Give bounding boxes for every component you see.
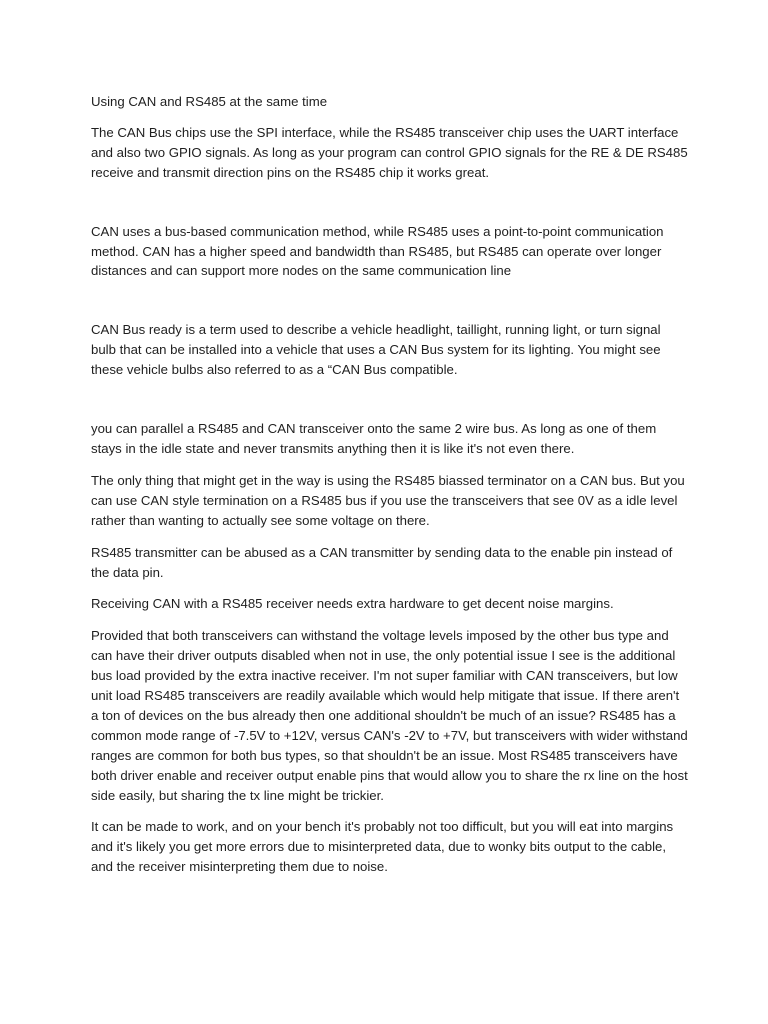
paragraph-rs485-as-can-transmitter: RS485 transmitter can be abused as a CAN transmitter by sending data to the enable pin instead of the data pin. <box>91 544 673 580</box>
paragraph-parallel-transceivers: you can parallel a RS485 and CAN transceiver onto the same 2 wire bus. As long as one of them stays in the idle state and never transmits anything then it is like it's not even there. <box>91 421 657 456</box>
paragraph-receiving-can: Receiving CAN with a RS485 receiver needs extra hardware to get decent noise margins. <box>91 596 614 612</box>
paragraph-can-bus-ready: CAN Bus ready is a term used to describe a vehicle headlight, taillight, running light, or turn signal bulb that can be installed into a vehicle that uses a CAN Bus system for its lighting. You might see these vehicle bulbs also referred to as a “CAN Bus compatible. <box>91 322 661 378</box>
document-title: Using CAN and RS485 at the same time <box>91 94 328 109</box>
paragraph-margins: It can be made to work, and on your bench it's probably not too difficult, but you will eat into margins and it's likely you get more errors due to misinterpreted data, due to wonky bits output to the cable, and the receiver misinterpreting them due to noise. <box>91 819 674 875</box>
paragraph-can-spi-uart: The CAN Bus chips use the SPI interface, while the RS485 transceiver chip uses the UART interface and also two GPIO signals. As long as your program can control GPIO signals for the RE & DE RS485 receive and transmit direction pins on the RS485 chip it works great. <box>91 124 688 180</box>
paragraph-bus-vs-point-to-point: CAN uses a bus-based communication method, while RS485 uses a point-to-point communication method. CAN has a higher speed and bandwidth than RS485, but RS485 can operate over longer distances and can support more nodes on the same communication line <box>91 223 664 279</box>
paragraph-bus-load: Provided that both transceivers can withstand the voltage levels imposed by the other bus type and can have their driver outputs disabled when not in use, the only potential issue I see is the additional bus load provided by the extra inactive receiver. I'm not super familiar with CAN transceivers, but low unit load RS485 transceivers are readily available which would help mitigate that issue. If there aren't a ton of devices on the bus already then one additional shouldn't be much of an issue? RS485 has a common mode range of -7.5V to +12V, versus CAN's -2V to +7V, but transceivers with wider withstand ranges are common for both bus types, so that shouldn't be an issue. Most RS485 transceivers have both driver enable and receiver output enable pins that would allow you to share the rx line on the host side easily, but sharing the tx line might be trickier. <box>91 628 688 803</box>
paragraph-termination: The only thing that might get in the way is using the RS485 biassed terminator on a CAN bus. But you can use CAN style termination on a RS485 bus if you use the transceivers that see 0V as a idle level rather than wanting to actually see some voltage on there. <box>91 472 685 528</box>
